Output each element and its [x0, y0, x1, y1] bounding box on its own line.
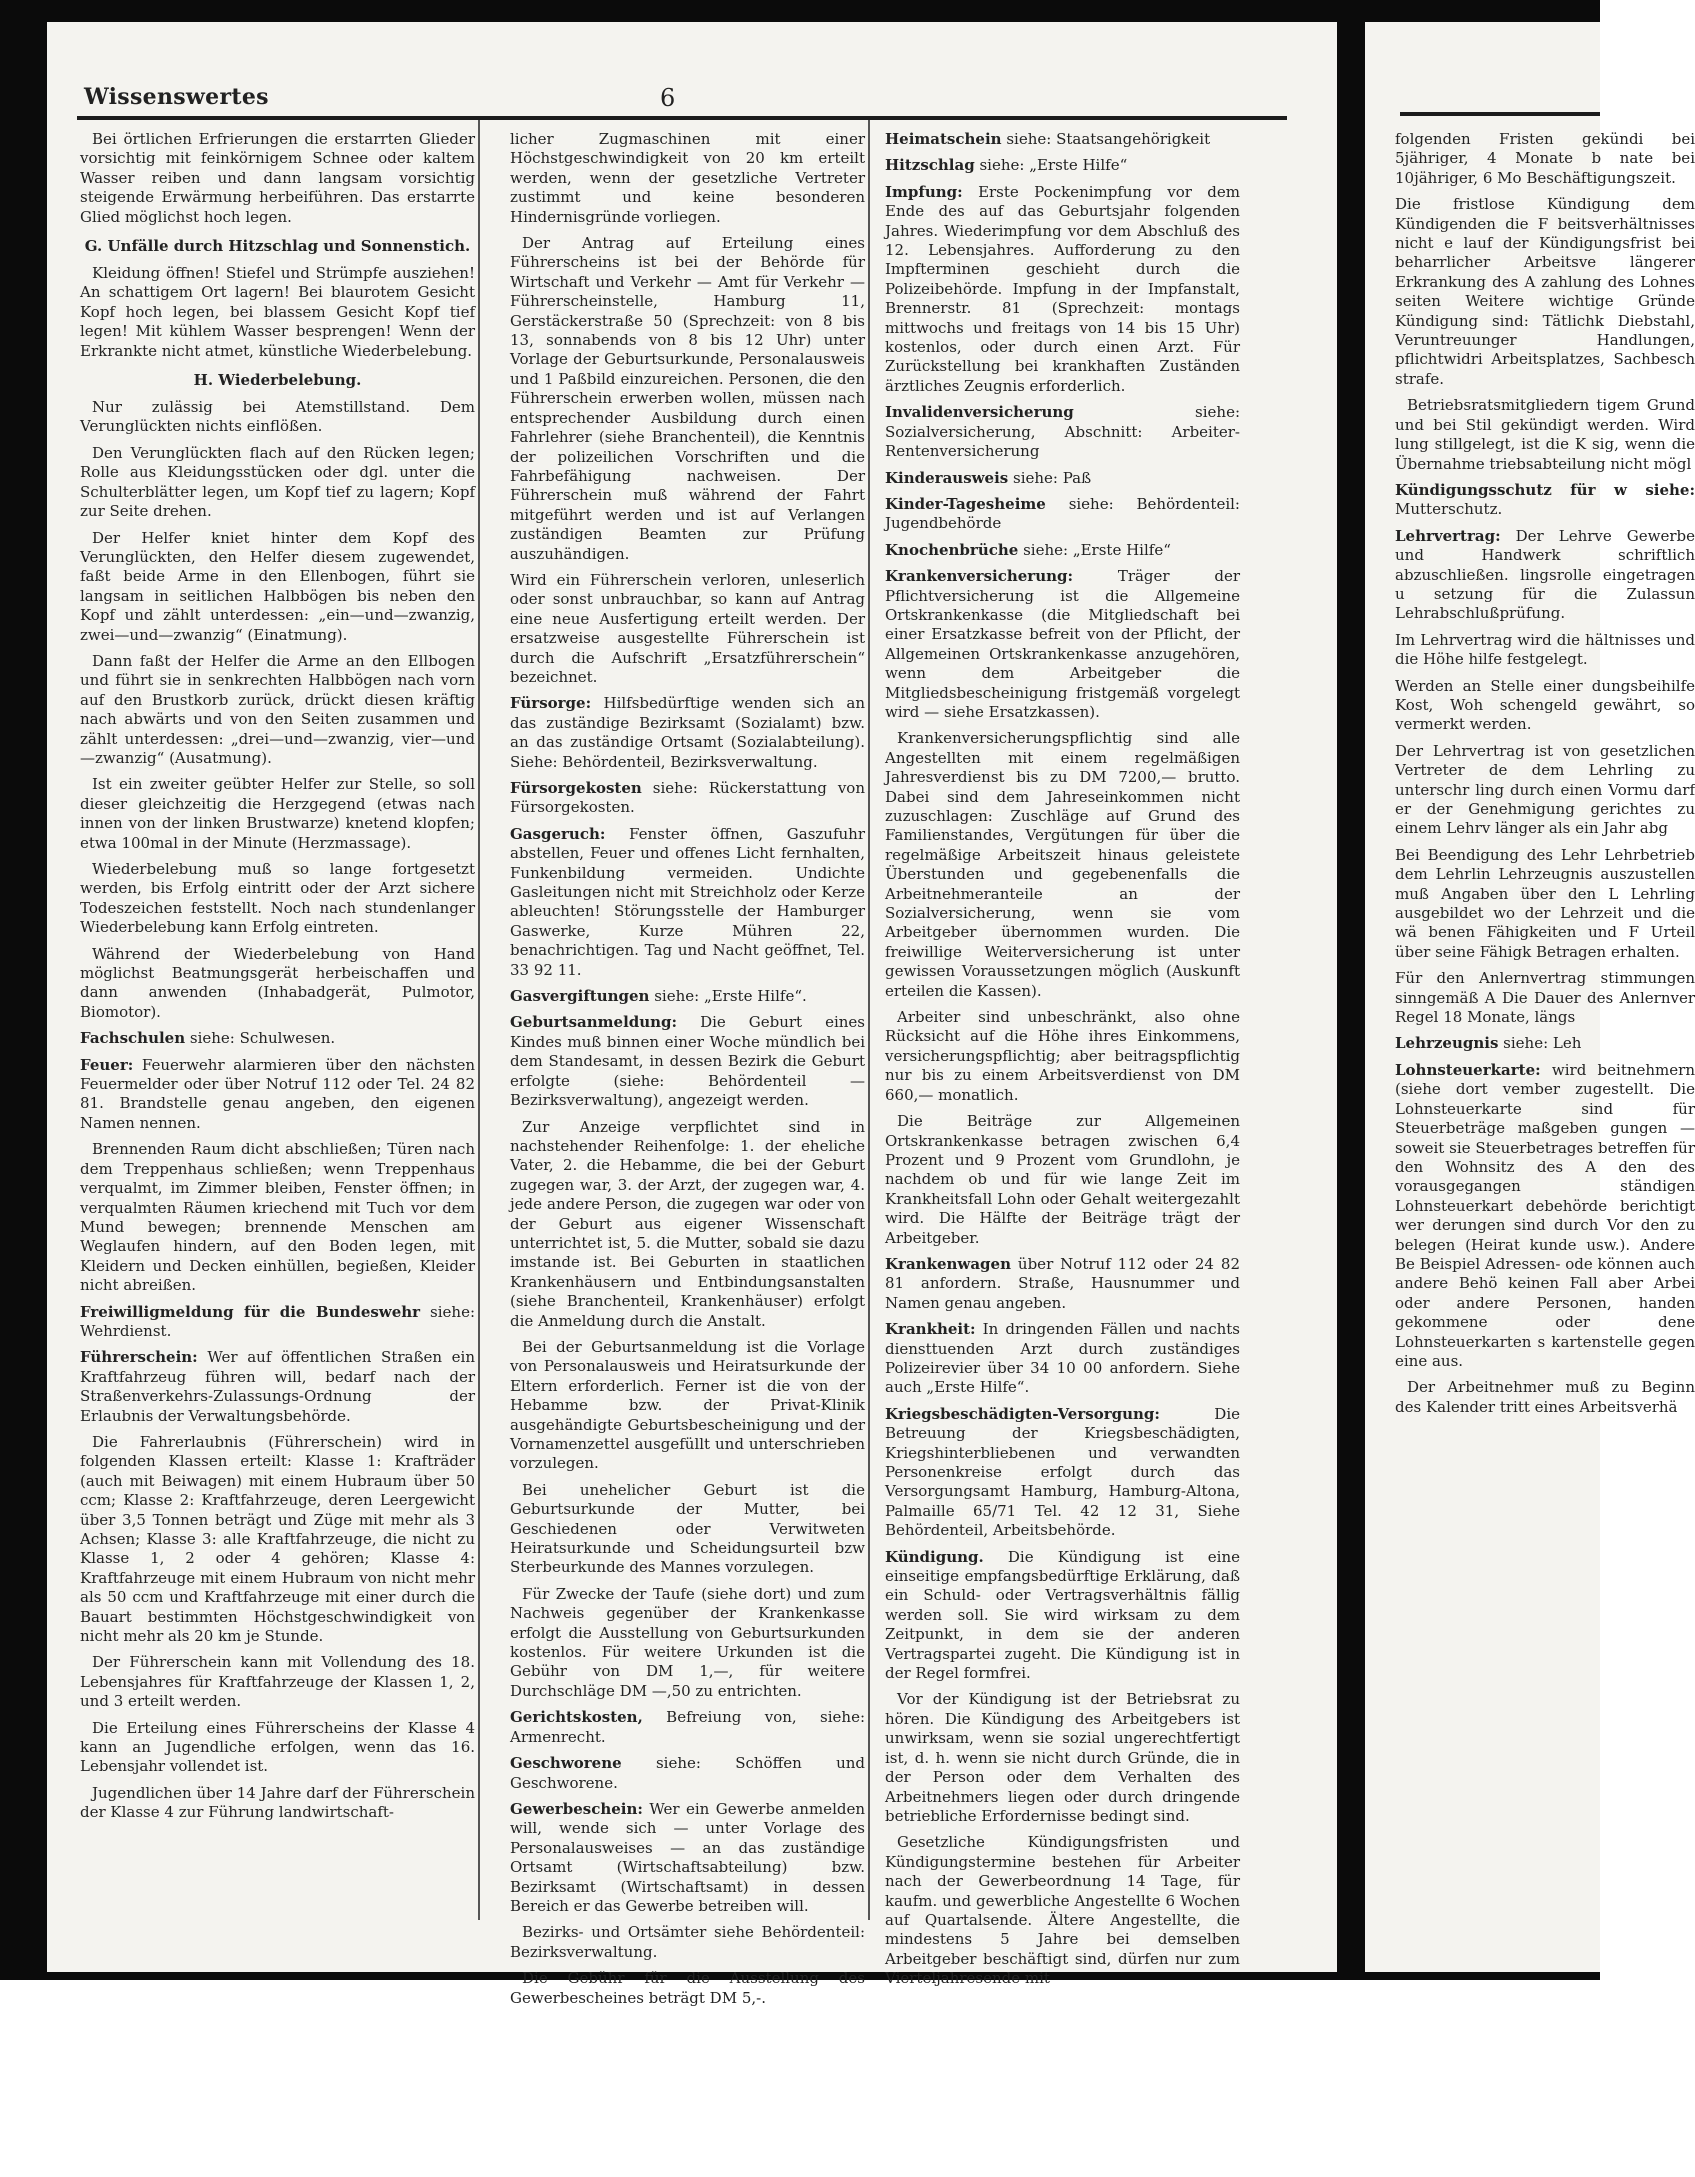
paragraph-text: Erste Pockenimpfung vor dem Ende des auf das Geburtsjahr folgenden Jahres. Wiederimpfung vor dem Abschluß des 12. Lebensjahres. Aufforderung zu den Impfterminen geschieht durch die Polizeibehörde. Impfung in der Impfanstalt, Brennerstr. 81 (Sprechzeit: montags mittwochs und freitags von 14 bis 15 Uhr) kostenlos, oder durch einen Arzt. Für Zurückstellung bei krankhaften Zuständen ärztliches Zeugnis erforderlich.	[885, 182, 1240, 395]
entry-keyword: Krankheit:	[885, 1320, 976, 1339]
paragraph	[510, 1708, 865, 1747]
text-column-4	[1395, 130, 1695, 1424]
entry-keyword: Führerschein:	[80, 1348, 198, 1367]
paragraph-text: Nur zulässig bei Atemstillstand. Dem Verunglückten nichts einflößen.	[80, 398, 475, 436]
paragraph	[1395, 481, 1695, 520]
paragraph-text: siehe: „Erste Hilfe“	[974, 156, 1128, 175]
entry-keyword: Knochenbrüche	[885, 540, 1019, 559]
paragraph-text: siehe: Wehrdienst.	[80, 1302, 475, 1340]
adjacent-header-rule	[1400, 112, 1600, 116]
paragraph	[510, 1923, 865, 1962]
paragraph-text: siehe: Paß	[1008, 468, 1092, 487]
paragraph-text: siehe: Leh	[1498, 1034, 1582, 1053]
paragraph-text: Brennenden Raum dicht abschließen; Türen nach dem Treppenhaus schließen; wenn Treppenhaus verqualmt, im Zimmer bleiben, Fenster öffnen; in verqualmten Räumen kriechend mit Tuch vor dem Mund bewegen; brennende Menschen am Weglaufen hindern, auf den Boden legen, mit Kleidern und Decken einhüllen, begießen, Kleider nicht abreißen.	[80, 1140, 475, 1295]
paragraph	[885, 1255, 1240, 1313]
text-column-2	[510, 130, 865, 2015]
paragraph	[1395, 677, 1695, 735]
entry-keyword: Kinder-Tagesheime	[885, 494, 1046, 513]
paragraph	[885, 1833, 1240, 1988]
paragraph	[885, 1008, 1240, 1105]
paragraph	[510, 571, 865, 687]
paragraph	[80, 1056, 475, 1134]
entry-keyword: Lehrzeugnis	[1395, 1034, 1499, 1053]
entry-keyword: Lehrvertrag:	[1395, 526, 1501, 545]
paragraph	[510, 130, 865, 227]
paragraph-text: Den Verunglückten flach auf den Rücken legen; Rolle aus Kleidungsstücken oder dgl. unter die Schulterblätter legen, um Kopf tief zu lagern; Kopf zur Seite drehen.	[80, 443, 475, 521]
paragraph-text: Wiederbelebung muß so lange fortgesetzt werden, bis Erfolg eintritt oder der Arzt sichere Todeszeichen feststellt. Noch nach stundenlanger Wiederbelebung kann Erfolg eintreten.	[80, 860, 475, 937]
paragraph-text: Arbeiter sind unbeschränkt, also ohne Rücksicht auf die Höhe ihres Einkommens, versicherungspflichtig; aber beitragspflichtig nur bis zu einem Arbeitsverdienst von DM 660,— monatlich.	[885, 1008, 1240, 1104]
paragraph	[510, 825, 865, 980]
paragraph-text: Die Fahrerlaubnis (Führerschein) wird in folgenden Klassen erteilt: Klasse 1: Krafträder (auch mit Beiwagen) mit einem Hubraum über 50 ccm; Klasse 2: Kraftfahrzeuge, deren Leergewicht über 3,5 Tonnen beträgt und Züge mit mehr als 3 Achsen; Klasse 3: alle Kraftfahrzeuge, die nicht zu Klasse 1, 2 oder 4 gehören; Klasse 4: Kraftfahrzeuge mit einem Hubraum von nicht mehr als 50 ccm und Kraftfahrzeuge mit einer durch die Bauart bestimmten Höchstgeschwindigkeit von nicht mehr als 20 km je Stunde.	[80, 1432, 475, 1646]
entry-keyword: Kündigung.	[885, 1547, 984, 1566]
paragraph-text: Zur Anzeige verpflichtet sind in nachstehender Reihenfolge: 1. der eheliche Vater, 2. die Hebamme, die bei der Geburt zugegen war, 3. der Arzt, der zugegen war, 4. jede andere Person, die zugegen war oder von der Geburt aus eigener Wissenschaft unterrichtet ist, 5. die Mutter, sobald sie dazu imstande ist. Bei Geburten in staatlichen Krankenhäusern und Entbindungsanstalten (siehe Branchenteil, Krankenhäuser) erfolgt die Anmeldung durch die Anstalt.	[510, 1117, 865, 1330]
paragraph-text: Bei der Geburtsanmeldung ist die Vorlage von Personalausweis und Heiratsurkunde der Eltern erforderlich. Ferner ist die von der Hebamme bzw. der Privat-Klinik ausgehändigte Geburtsbescheinigung und der Vornamenzettel ausgefüllt und unterschrieben vorzulegen.	[510, 1337, 865, 1473]
entry-keyword: Feuer:	[80, 1055, 134, 1074]
paragraph	[510, 1585, 865, 1701]
paragraph	[510, 987, 865, 1006]
entry-keyword: Kündigungsschutz für w siehe:	[1395, 480, 1695, 499]
paragraph-text: siehe: „Erste Hilfe“.	[649, 987, 807, 1006]
entry-keyword: Kinderausweis	[885, 468, 1009, 487]
paragraph	[80, 945, 475, 1023]
entry-keyword: Freiwilligmeldung für die Bundeswehr	[80, 1302, 421, 1321]
paragraph-text: Befreiung von, siehe: Armenrecht.	[510, 1708, 865, 1746]
paragraph-text: wird beitnehmern (siehe dort vember zugestellt. Die Lohnsteuerkarte sind für Steuerbeträge maßgeben gungen — soweit sie Steuerbetrages betreffen für den Wohnsitz des A den des vorausgegangen ständigen Lohnsteuerkart debehörde berichtigt wer derungen sind durch Vor den zu belegen (Heirat kunde usw.). Andere Be Beispiel Adressen- ode können auch andere Behö keinen Fall aber Arbei oder andere Personen, handen gekommene oder dene Lohnsteuerkarten s kartenstelle gegen eine aus.	[1395, 1060, 1695, 1370]
paragraph	[1395, 631, 1695, 670]
paragraph	[80, 1029, 475, 1048]
paragraph-text: Wer ein Gewerbe anmelden will, wende sich — unter Vorlage des Personalausweises — an das zuständige Ortsamt (Wirtschaftsabteilung) bzw. Bezirksamt (Wirtschaftsamt) in dessen Bereich er das Gewerbe betreiben will.	[510, 1799, 865, 1915]
paragraph-text: Die Betreuung der Kriegsbeschädigten, Kriegshinterbliebenen und verwandten Personenkreise erfolgt durch das Versorgungsamt Hamburg, Hamburg-Altona, Palmaille 65/71 Tel. 42 12 31, Siehe Behördenteil, Arbeitsbehörde.	[885, 1404, 1240, 1540]
section-label: Wissenswertes	[84, 84, 269, 110]
paragraph-text: siehe: Rückerstattung von Fürsorgekosten.	[510, 779, 865, 817]
paragraph-text: Bei Beendigung des Lehr Lehrbetrieb dem Lehrlin Lehrzeugnis auszustellen muß Angaben über den L Lehrling ausgebildet wo der Lehrzeit und die wä benen Fähigkeiten und F Urteil über seine Fähigk Betragen erhalten.	[1395, 845, 1695, 961]
paragraph-text: Jugendlichen über 14 Jahre darf der Führerschein der Klasse 4 zur Führung landwirtschaft-	[80, 1783, 475, 1822]
paragraph	[80, 264, 475, 361]
paragraph	[510, 1481, 865, 1578]
paragraph-text: Betriebsratsmitgliedern tigem Grund und bei Stil gekündigt werden. Wird lung stillgelegt, ist die K sig, wenn die Übernahme triebsabteilung nicht mögl	[1395, 396, 1695, 473]
header-rule	[77, 116, 1287, 120]
paragraph	[80, 1784, 475, 1823]
paragraph-text: Im Lehrvertrag wird die hältnisses und die Höhe hilfe festgelegt.	[1395, 630, 1695, 669]
paragraph	[885, 495, 1240, 534]
entry-keyword: Gasgeruch:	[510, 824, 606, 843]
paragraph	[510, 694, 865, 772]
paragraph-text: Gesetzliche Kündigungsfristen und Kündigungstermine bestehen für Arbeiter nach der Gewerbeordnung 14 Tage, für kaufm. und gewerbliche Angestellte 6 Wochen auf Quartalsende. Ältere Angestellte, die mindestens 5 Jahre bei demselben Arbeitgeber beschäftigt sind, dürfen nur zum Vierteljahresende mit	[885, 1833, 1240, 1988]
paragraph	[510, 1800, 865, 1916]
paragraph	[80, 652, 475, 768]
paragraph	[885, 1690, 1240, 1826]
entry-keyword: Krankenwagen	[885, 1254, 1011, 1273]
entry-keyword: Gewerbeschein:	[510, 1799, 643, 1818]
column-divider	[868, 120, 870, 1920]
paragraph	[885, 469, 1240, 488]
paragraph-text: Werden an Stelle einer dungsbeihilfe Kost, Woh schengeld gewährt, so vermerkt werden.	[1395, 676, 1695, 734]
paragraph-text: In dringenden Fällen und nachts diensttuenden Arzt durch zuständiges Polizeirevier über 34 10 00 anfordern. Siehe auch „Erste Hilfe“.	[885, 1320, 1240, 1397]
paragraph-text: Die Beiträge zur Allgemeinen Ortskrankenkasse betragen zwischen 6,4 Prozent und 9 Prozent vom Grundlohn, je nachdem ob und für wie lange Zeit im Krankheitsfall Lohn oder Gehalt weitergezahlt wird. Die Hälfte der Beiträge trägt der Arbeitgeber.	[885, 1112, 1240, 1247]
entry-keyword: Gasvergiftungen	[510, 987, 650, 1006]
section-heading: G. Unfälle durch Hitzschlag und Sonnenstich.	[84, 237, 471, 256]
text-column-3	[885, 130, 1240, 1996]
paragraph	[510, 779, 865, 818]
paragraph-text: siehe: „Erste Hilfe“	[1018, 540, 1171, 559]
paragraph-text: Ist ein zweiter geübter Helfer zur Stelle, so soll dieser gleichzeitig die Herzgegend (etwas nach innen von der linken Brustwarze) knetend klopfen; etwa 100mal in der Minute (Herzmassage).	[80, 775, 475, 852]
paragraph-text: Während der Wiederbelebung von Hand möglichst Beatmungsgerät herbeischaffen und dann anwenden (Inhabadgerät, Pulmotor, Biomotor).	[80, 944, 475, 1021]
paragraph	[80, 775, 475, 853]
entry-keyword: Fachschulen	[80, 1029, 186, 1048]
paragraph-text: Bezirks- und Ortsämter siehe Behördenteil: Bezirksverwaltung.	[510, 1923, 865, 1961]
paragraph	[80, 444, 475, 522]
paragraph	[885, 567, 1240, 722]
entry-keyword: Hitzschlag	[885, 156, 975, 175]
page-gutter	[1337, 22, 1365, 1972]
entry-keyword: Geschworene	[510, 1754, 622, 1773]
paragraph-text: Der Führerschein kann mit Vollendung des 18. Lebensjahres für Kraftfahrzeuge der Klassen 1, 2, und 3 erteilt werden.	[80, 1653, 475, 1711]
paragraph-text: Mutterschutz.	[1395, 500, 1503, 519]
paragraph	[510, 1754, 865, 1793]
paragraph-text: siehe: Schöffen und Geschworene.	[510, 1754, 865, 1792]
paragraph	[80, 130, 475, 227]
paragraph-text: Krankenversicherungspflichtig sind alle Angestellten mit einem regelmäßigen Jahresverdienst bis zu DM 7200,— brutto. Dabei sind dem Jahreseinkommen nicht zuzuschlagen: Zuschläge auf Grund des Familienstandes, Vergütungen für über die regelmäßige Arbeitszeit hinaus geleistete Überstunden und gegebenenfalls die Arbeitnehmeranteile an der Sozialversicherung, wenn sie vom Arbeitgeber übernommen wurden. Die freiwillige Weiterversicherung ist unter gewissen Voraussetzungen möglich (Auskunft erteilen die Kassen).	[885, 729, 1240, 1000]
paragraph	[80, 1303, 475, 1342]
paragraph	[510, 1013, 865, 1110]
paragraph	[1395, 742, 1695, 839]
column-divider	[478, 120, 480, 1920]
paragraph-text: Für den Anlernvertrag stimmungen sinngemäß A Die Dauer des Anlernver Regel 18 Monate, längs	[1395, 969, 1695, 1027]
paragraph-text: siehe: Sozialversicherung, Abschnitt: Arbeiter-Rentenversicherung	[885, 403, 1240, 461]
paragraph-text: Die fristlose Kündigung dem Kündigenden die F beitsverhältnisses nicht e lauf der Kündigungsfrist bei beharrlicher Arbeitsve längerer Erkrankung des A zahlung des Lohnes seiten Weitere wichtige Gründe Kündigung sind: Tätlichk Diebstahl, Veruntreuunger Handlungen, pflichtwidri Arbeitsplatzes, Sachbesch strafe.	[1395, 195, 1695, 388]
paragraph	[885, 403, 1240, 461]
paragraph	[80, 860, 475, 938]
paragraph	[885, 1548, 1240, 1684]
paragraph-text: Bei unehelicher Geburt ist die Geburtsurkunde der Mutter, bei Geschiedenen oder Verwitweten Heiratsurkunde und Scheidungsurteil bzw Sterbeurkunde des Mannes vorzulegen.	[510, 1480, 865, 1577]
paragraph-text: Der Lehrve Gewerbe und Handwerk schriftlich abzuschließen. lingsrolle eingetragen u setzung für die Zulassun Lehrabschlußprüfung.	[1395, 526, 1695, 623]
paragraph	[1395, 396, 1695, 474]
paragraph	[1395, 1378, 1695, 1417]
paragraph	[80, 1348, 475, 1426]
paragraph-text: Der Lehrvertrag ist von gesetzlichen Vertreter de dem Lehrling zu unterschr ling durch einen Vormu darf er der Genehmigung gerichtes zu einem Lehrv länger als ein Jahr abg	[1395, 741, 1695, 838]
paragraph-text: siehe: Behördenteil: Jugendbehörde	[885, 494, 1240, 533]
page-number: 6	[660, 84, 676, 112]
paragraph	[80, 1433, 475, 1646]
entry-keyword: Gerichtskosten,	[510, 1708, 643, 1727]
paragraph-text: Fenster öffnen, Gaszufuhr abstellen, Feuer und offenes Licht fernhalten, Funkenbildung vermeiden. Undichte Gasleitungen nicht mit Streichholz oder Kerze ableuchten! Störungsstelle der Hamburger Gaswerke, Kurze Mühren 22, benachrichtigen. Tag und Nacht geöffnet, Tel. 33 92 11.	[510, 824, 865, 979]
entry-keyword: Impfung:	[885, 182, 963, 201]
entry-keyword: Krankenversicherung:	[885, 567, 1074, 586]
paragraph-text: Der Helfer kniet hinter dem Kopf des Verunglückten, den Helfer diesem zugewendet, faßt beide Arme in den Ellenbogen, führt sie langsam in seitlichen Halbbögen bis neben den Kopf und zählt unterdessen: „ein—und—zwanzig, zwei—und—zwanzig“ (Einatmung).	[80, 528, 475, 644]
entry-keyword: Fürsorge:	[510, 694, 592, 713]
paragraph-text: Bei örtlichen Erfrierungen die erstarrten Glieder vorsichtig mit feinkörnigem Schnee oder kaltem Wasser reiben und dann langsam vorsichtig steigende Erwärmung herbeiführen. Das erstarrte Glied möglichst hoch legen.	[80, 130, 475, 226]
paragraph-text: Dann faßt der Helfer die Arme an den Ellbogen und führt sie in senkrechten Halbbögen nach vorn auf den Brustkorb zurück, drückt diesen kräftig nach abwärts und von den Seiten zusammen und zählt unterdessen: „drei—und—zwanzig, vier—und—zwanzig“ (Ausatmung).	[80, 651, 475, 767]
paragraph	[80, 1140, 475, 1295]
paragraph	[885, 1405, 1240, 1541]
paragraph	[510, 1338, 865, 1474]
paragraph	[80, 1653, 475, 1711]
paragraph-text: Der Antrag auf Erteilung eines Führerscheins ist bei der Behörde für Wirtschaft und Verkehr — Amt für Verkehr — Führerscheinstelle, Hamburg 11, Gerstäckerstraße 50 (Sprechzeit: von 8 bis 13, sonnabends von 8 bis 12 Uhr) unter Vorlage der Geburtsurkunde, Personalausweis und 1 Paßbild einzureichen. Personen, die den Führerschein erwerben wollen, müssen nach entsprechender Ausbildung durch einen Fahrlehrer (siehe Branchenteil), die Kenntnis der polizeilichen Vorschriften und die Fahrbefähigung nachweisen. Der Führerschein muß während der Fahrt mitgeführt werden und ist auf Verlangen zuständigen Beamten zur Prüfung auszuhändigen.	[510, 234, 865, 563]
paragraph-text: Kleidung öffnen! Stiefel und Strümpfe ausziehen! An schattigem Ort lagern! Bei blaurotem Gesicht Kopf hoch legen, bei blassem Gesicht Kopf tief legen! Mit kühlem Wasser besprengen! Wenn der Erkrankte nicht atmet, künstliche Wiederbelebung.	[80, 264, 475, 360]
paragraph	[80, 1719, 475, 1777]
paragraph-text: Vor der Kündigung ist der Betriebsrat zu hören. Die Kündigung des Arbeitgebers ist unwirksam, wenn sie sozial ungerechtfertigt ist, d. h. wenn sie nicht durch Gründe, die in der Person oder dem Verhalten des Arbeitnehmers liegen oder durch dringende betriebliche Erfordernisse bedingt sind.	[885, 1690, 1240, 1825]
entry-keyword: Lohnsteuerkarte:	[1395, 1060, 1541, 1079]
paragraph-text: Die Geburt eines Kindes muß binnen einer Woche mündlich bei dem Standesamt, in dessen Bezirk die Geburt erfolgte (siehe: Behördenteil — Bezirksverwaltung), angezeigt werden.	[510, 1013, 865, 1110]
paragraph	[1395, 1061, 1695, 1372]
paragraph-text: Für Zwecke der Taufe (siehe dort) und zum Nachweis gegenüber der Krankenkasse erfolgt die Ausstellung von Geburtsurkunden kostenlos. Für weitere Urkunden ist die Gebühr von DM 1,—, für weitere Durchschläge DM —,50 zu entrichten.	[510, 1584, 865, 1700]
paragraph	[1395, 846, 1695, 962]
entry-keyword: Kriegsbeschädigten-Versorgung:	[885, 1404, 1160, 1423]
paragraph	[1395, 195, 1695, 389]
entry-keyword: Fürsorgekosten	[510, 779, 642, 797]
paragraph	[1395, 130, 1695, 188]
paragraph	[1395, 527, 1695, 624]
paragraph	[885, 541, 1240, 560]
paragraph-text: siehe: Schulwesen.	[185, 1029, 336, 1048]
paragraph	[80, 398, 475, 437]
paragraph-text: Die Erteilung eines Führerscheins der Klasse 4 kann an Jugendliche erfolgen, wenn das 16. Lebensjahr vollendet ist.	[80, 1718, 475, 1776]
paragraph	[80, 529, 475, 645]
paragraph-text: Träger der Pflichtversicherung ist die Allgemeine Ortskrankenkasse (die Mitgliedschaft bei einer Ersatzkasse befreit von der Pflicht, der Allgemeinen Ortskrankenkasse anzugehören, wenn dem Arbeitgeber die Mitgliedsbescheinigung fristgemäß vorgelegt wird — siehe Ersatzkassen).	[885, 567, 1240, 721]
text-column-1	[80, 130, 475, 1830]
paragraph	[885, 130, 1240, 149]
entry-keyword: Invalidenversicherung	[885, 403, 1074, 422]
paragraph-text: Feuerwehr alarmieren über den nächsten Feuermelder oder über Notruf 112 oder Tel. 24 82 81. Brandstelle genau angeben, den eigenen Namen nennen.	[80, 1055, 475, 1132]
paragraph-text: Wer auf öffentlichen Straßen ein Kraftfahrzeug führen will, bedarf nach der Straßenverkehrs-Zulassungs-Ordnung der Erlaubnis der Verwaltungsbehörde.	[80, 1348, 475, 1425]
paragraph-text: Die Kündigung ist eine einseitige empfangsbedürftige Erklärung, daß ein Schuld- oder Vertragsverhältnis fällig werden soll. Sie wird wirksam zu dem Zeitpunkt, in dem sie der anderen Vertragspartei zugeht. Die Kündigung ist in der Regel formfrei.	[885, 1547, 1240, 1683]
paragraph-text: licher Zugmaschinen mit einer Höchstgeschwindigkeit von 20 km erteilt werden, wenn der gesetzliche Vertreter zustimmt und keine besonderen Hindernisgründe vorliegen.	[510, 130, 865, 226]
paragraph	[1395, 969, 1695, 1027]
entry-keyword: Geburtsanmeldung:	[510, 1013, 678, 1032]
paragraph	[885, 183, 1240, 396]
entry-keyword: Heimatschein	[885, 130, 1002, 148]
paragraph	[510, 1118, 865, 1331]
paragraph	[885, 729, 1240, 1001]
paragraph-text: Die Gebühr für die Ausstellung des Gewerbescheines beträgt DM 5,-.	[510, 1969, 865, 2007]
paragraph-text: folgenden Fristen gekündi bei 5jähriger, 4 Monate b nate bei 10jähriger, 6 Mo Beschäftigungszeit.	[1395, 130, 1695, 187]
paragraph-text: Hilfsbedürftige wenden sich an das zuständige Bezirksamt (Sozialamt) bzw. an das zuständige Ortsamt (Sozialabteilung). Siehe: Behördenteil, Bezirksverwaltung.	[510, 694, 865, 771]
paragraph	[510, 234, 865, 564]
paragraph	[885, 156, 1240, 175]
paragraph-text: Wird ein Führerschein verloren, unleserlich oder sonst unbrauchbar, so kann auf Antrag eine neue Ausfertigung erteilt werden. Der ersatzweise ausgestellte Führerschein ist durch die Aufschrift „Ersatzführerschein“ bezeichnet.	[510, 570, 865, 686]
paragraph-text: Der Arbeitnehmer muß zu Beginn des Kalender tritt eines Arbeitsverhä	[1395, 1378, 1695, 1416]
paragraph	[885, 1320, 1240, 1398]
paragraph-text: siehe: Staatsangehörigkeit	[1001, 130, 1211, 148]
paragraph	[1395, 1034, 1695, 1053]
paragraph	[510, 1969, 865, 2008]
paragraph-text: über Notruf 112 oder 24 82 81 anfordern. Straße, Hausnummer und Namen genau angeben.	[885, 1254, 1240, 1312]
section-heading: H. Wiederbelebung.	[193, 371, 362, 390]
paragraph	[885, 1112, 1240, 1248]
